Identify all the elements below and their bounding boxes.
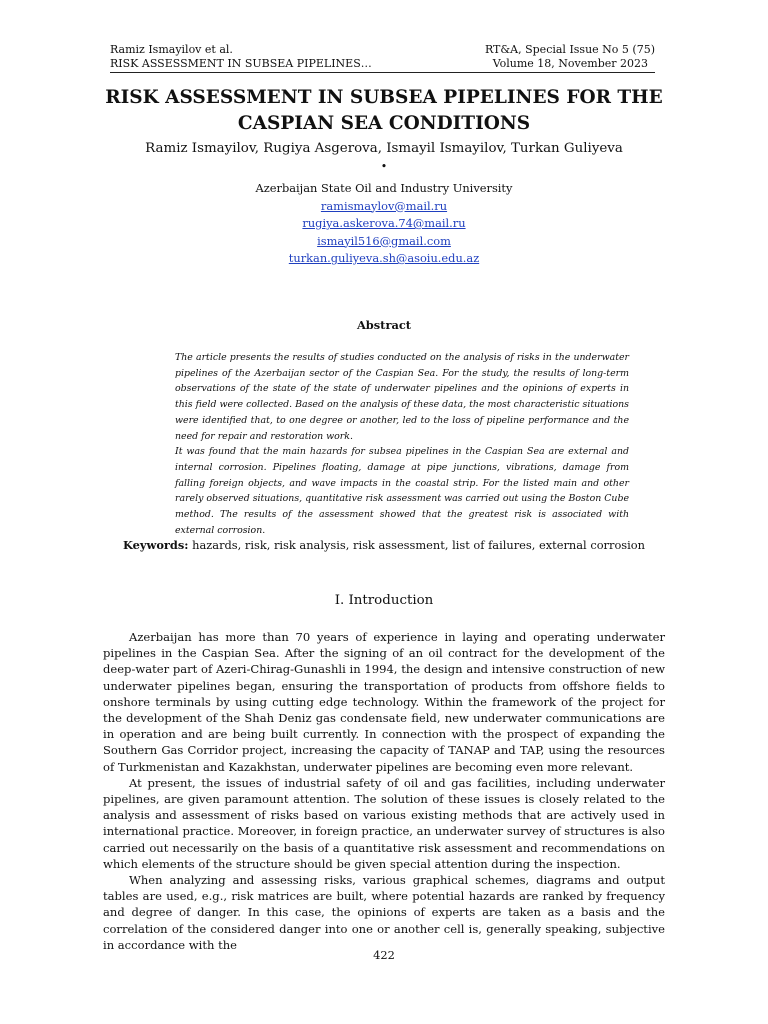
email-link[interactable]: turkan.guliyeva.sh@asoiu.edu.az — [288, 251, 480, 265]
section-heading: I. Introduction — [334, 593, 434, 608]
author-list: Ramiz Ismayilov, Rugiya Asgerova, Ismayil Ismayilov, Turkan Guliyeva — [145, 141, 623, 156]
email-link[interactable]: rugiya.askerova.74@mail.ru — [302, 216, 466, 230]
abstract-paragraph: It was found that the main hazards for subsea pipelines in the Caspian Sea are external and internal corrosion. Pipelines floating, damage at pipe junctions, vibrations, damage from falling foreign objects, and wave impacts in the coastal strip. For the listed main and other rarely observed situations, quantitative risk assessment was carried out using the Boston Cube method. The results of the assessment showed that the greatest risk is associated with external corrosion. — [175, 446, 629, 536]
keywords-label: Keywords: — [123, 538, 189, 552]
body-paragraph: When analyzing and assessing risks, various graphical schemes, diagrams and output tables are used, e.g., risk matrices are built, where potential hazards are ranked by frequency and degree of danger. In this case, the opinions of experts are taken as a basis and the correlation of the considered danger into one or another cell is, generally speaking, subjective in accordance with the — [103, 873, 665, 952]
header-rule — [110, 72, 655, 73]
header-volume: Volume 18, November 2023 — [492, 57, 648, 70]
affiliation-block — [150, 180, 618, 268]
page-number: 422 — [373, 948, 395, 962]
affiliation-marker: • — [380, 160, 388, 173]
body-paragraph: At present, the issues of industrial safety of oil and gas facilities, including underwater pipelines, are given paramount attention. The solution of these issues is closely related to the analysis and assessment of risks based on various existing methods that are actively used in international practice. Moreover, in foreign practice, an underwater survey of structures is also carried out necessarily on the basis of a quantitative risk assessment and recommendations on which elements of the structure should be given special attention during the inspection. — [103, 775, 665, 871]
abstract-heading: Abstract — [356, 318, 412, 332]
keywords-text: hazards, risk, risk analysis, risk assessment, list of failures, external corrosion — [188, 538, 645, 552]
header-running-title: RISK ASSESSMENT IN SUBSEA PIPELINES… — [110, 57, 372, 70]
abstract-body — [175, 350, 629, 538]
header-journal: RT&A, Special Issue No 5 (75) — [484, 43, 655, 56]
abstract-paragraph: The article presents the results of studies conducted on the analysis of risks in the underwater pipelines of the Azerbaijan sector of the Caspian Sea. For the study, the results of long-term observations of the state of the state of underwater pipelines and the opinions of experts in this field were collected. Based on the analysis of these data, the most characteristic situations were identified that, to one degree or another, led to the loss of pipeline performance and the need for repair and restoration work. — [175, 352, 629, 442]
paper-title: RISK ASSESSMENT IN SUBSEA PIPELINES FOR THE CASPIAN SEA CONDITIONS — [105, 87, 663, 134]
running-header — [110, 43, 655, 71]
header-authors: Ramiz Ismayilov et al. — [110, 43, 233, 56]
section-body — [103, 629, 665, 953]
email-link[interactable]: ramismaylov@mail.ru — [320, 198, 448, 213]
affiliation-organization: Azerbaijan State Oil and Industry University — [255, 181, 513, 195]
keywords-line — [100, 538, 668, 552]
body-paragraph: Azerbaijan has more than 70 years of experience in laying and operating underwater pipelines in the Caspian Sea. After the signing of an oil contract for the development of the deep-water part of Azeri-Chirag-Gunashli in 1994, the design and intensive construction of new underwater pipelines began, ensuring the transportation of products from offshore fields to onshore terminals by using cutting edge technology. Within the framework of the project for the development of the Shah Deniz gas condensate field, new underwater communications are in operation and are being built currently. In connection with the prospect of expanding the Southern Gas Corridor project, increasing the capacity of TANAP and TAP, using the resources of Turkmenistan and Kazakhstan, underwater pipelines are becoming even more relevant. — [103, 630, 665, 774]
email-link[interactable]: ismayil516@gmail.com — [317, 233, 451, 248]
